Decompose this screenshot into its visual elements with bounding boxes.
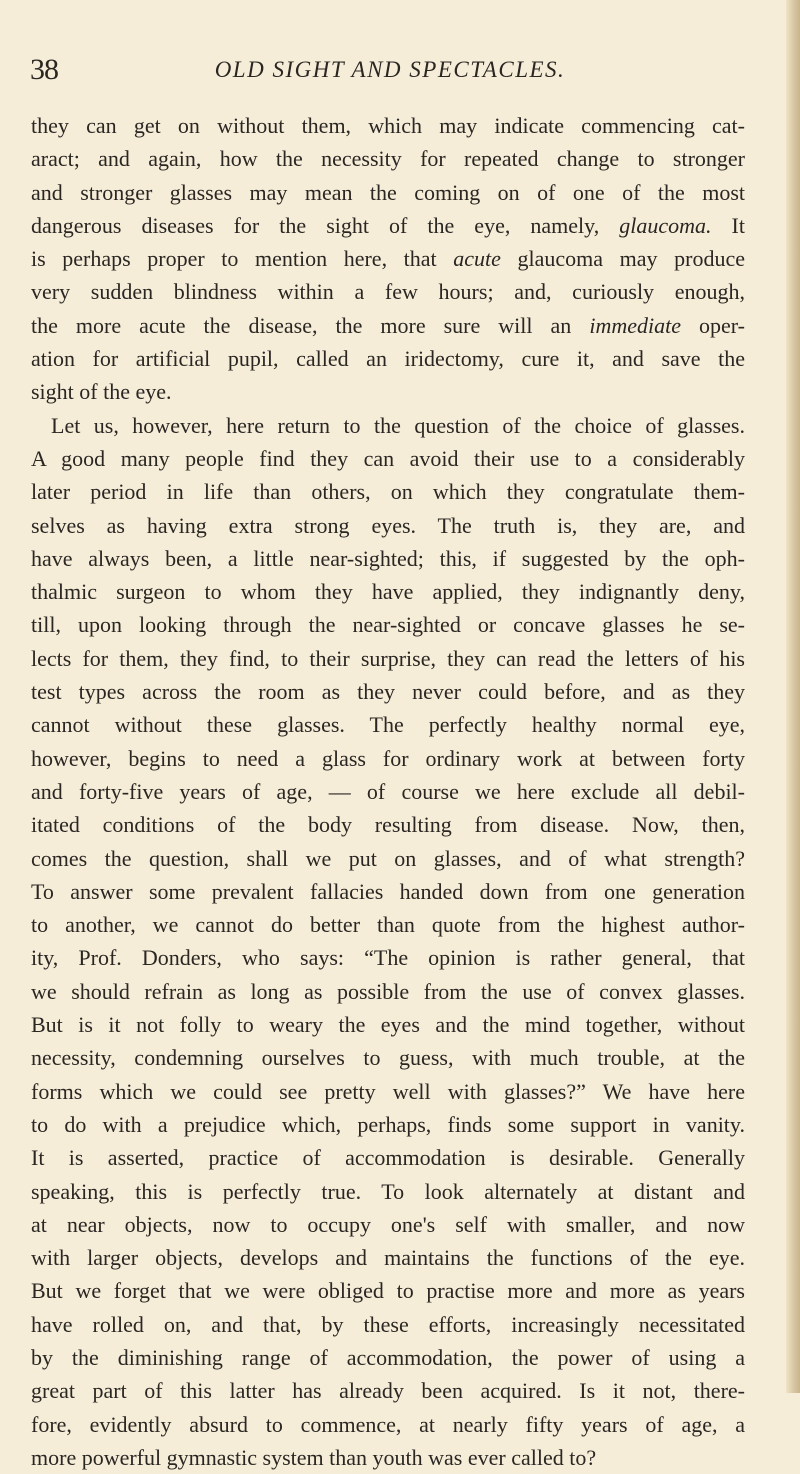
italic-run: acute: [453, 246, 501, 272]
running-head: OLD SIGHT AND SPECTACLES.: [214, 57, 566, 82]
text-run: But is it not folly to weary the eyes and the mind together, without: [31, 1012, 745, 1038]
text-run: But we forget that we were obliged to practise more and more as years: [31, 1278, 745, 1304]
italic-run: immediate: [589, 312, 681, 338]
text-run: fore, evidently absurd to commence, at nearly fifty years of age, a: [31, 1411, 745, 1437]
text-line: [31, 442, 745, 475]
text-run: by the diminishing range of accommodation, the power of using a: [31, 1344, 745, 1370]
text-run: more powerful gymnastic system than youth was ever called to?: [31, 1444, 597, 1470]
text-run: It is asserted, practice of accommodation is desirable. Generally: [31, 1145, 745, 1171]
text-run: ity, Prof. Donders, who says: “The opinion is rather general, that: [31, 945, 745, 971]
text-run: later period in life than others, on which they congratulate them-: [31, 479, 745, 505]
text-run: to do with a prejudice which, perhaps, finds some support in vanity.: [31, 1111, 745, 1137]
text-line: [31, 808, 745, 841]
text-line: [31, 209, 745, 242]
text-line: [31, 542, 745, 575]
text-line: [31, 409, 745, 442]
text-run: ation for artificial pupil, called an iridectomy, cure it, and save the: [31, 346, 745, 372]
text-run: necessity, condemning ourselves to guess, with much trouble, at the: [31, 1045, 745, 1071]
text-run: glaucoma may produce: [500, 246, 745, 272]
text-line: [31, 1374, 745, 1407]
text-run: till, upon looking through the near-sighted or concave glasses he se-: [31, 612, 745, 638]
text-run: A good many people find they can avoid their use to a considerably: [31, 445, 745, 471]
text-run: thalmic surgeon to whom they have applied, they indignantly deny,: [31, 579, 745, 605]
text-run: speaking, this is perfectly true. To look alternately at distant and: [31, 1178, 745, 1204]
text-run: It: [711, 212, 745, 238]
text-run: oper-: [680, 312, 745, 338]
text-line: [31, 642, 745, 675]
text-run: have rolled on, and that, by these efforts, increasingly necessitated: [31, 1311, 745, 1337]
text-run: the more acute the disease, the more sure will an: [31, 312, 590, 338]
text-line: [31, 975, 745, 1008]
text-run: great part of this latter has already been acquired. Is it not, there-: [31, 1378, 745, 1404]
text-run: to another, we cannot do better than quote from the highest author-: [31, 912, 745, 938]
italic-run: glaucoma.: [619, 212, 712, 238]
text-line: [31, 242, 745, 275]
text-line: [31, 1308, 745, 1341]
text-line: [31, 1141, 745, 1174]
text-run: and stronger glasses may mean the coming on of one of the most: [31, 179, 745, 205]
text-run: selves as having extra strong eyes. The truth is, they are, and: [31, 512, 745, 538]
text-run: with larger objects, develops and maintains the functions of the eye.: [31, 1245, 745, 1271]
text-line: [31, 475, 745, 508]
text-run: forms which we could see pretty well with glasses?” We have here: [31, 1078, 745, 1104]
text-line: [31, 575, 745, 608]
text-line: [31, 875, 745, 908]
text-line: [31, 708, 745, 741]
text-run: itated conditions of the body resulting from disease. Now, then,: [31, 812, 745, 838]
text-run: lects for them, they find, to their surprise, they can read the letters of his: [31, 645, 745, 671]
text-line: [31, 1241, 745, 1274]
text-line: [31, 1274, 745, 1307]
text-run: and forty-five years of age, — of course we here exclude all debil-: [31, 778, 745, 804]
text-line: [31, 908, 745, 941]
text-run: very sudden blindness within a few hours; and, curiously enough,: [31, 279, 745, 305]
text-line: [31, 275, 745, 308]
text-run: aract; and again, how the necessity for repeated change to stronger: [31, 146, 745, 172]
text-line: [31, 375, 745, 408]
text-run: have always been, a little near-sighted; this, if suggested by the oph-: [31, 545, 745, 571]
body-text: [31, 109, 745, 1474]
text-line: [31, 1041, 745, 1074]
text-run: To answer some prevalent fallacies handed down from one generation: [31, 878, 745, 904]
text-run: is perhaps proper to mention here, that: [31, 246, 454, 272]
text-line: [31, 109, 745, 142]
text-line: [31, 1108, 745, 1141]
text-line: [31, 775, 745, 808]
text-run: test types across the room as they never could before, and as they: [31, 679, 745, 705]
text-line: [31, 1408, 745, 1441]
text-line: [31, 675, 745, 708]
text-line: [31, 309, 745, 342]
text-line: [31, 941, 745, 974]
text-run: cannot without these glasses. The perfectly healthy normal eye,: [31, 712, 745, 738]
page-header: [30, 52, 750, 88]
text-line: [31, 1175, 745, 1208]
text-run: they can get on without them, which may indicate commencing cat-: [31, 113, 745, 138]
text-run: we should refrain as long as possible from the use of convex glasses.: [31, 978, 745, 1004]
text-line: [31, 842, 745, 875]
text-line: [31, 742, 745, 775]
text-run: however, begins to need a glass for ordinary work at between forty: [31, 745, 745, 771]
text-run: at near objects, now to occupy one's self with smaller, and now: [31, 1211, 745, 1237]
text-line: [31, 176, 745, 209]
text-line: [31, 1075, 745, 1108]
text-run: dangerous diseases for the sight of the eye, namely,: [31, 212, 620, 238]
text-line: [31, 509, 745, 542]
page-edge: [786, 0, 800, 1393]
text-line: [31, 1208, 745, 1241]
text-run: Let us, however, here return to the question of the choice of glasses.: [51, 412, 745, 438]
text-line: [31, 1441, 745, 1474]
text-line: [31, 1008, 745, 1041]
text-run: sight of the eye.: [31, 379, 172, 405]
page-number: 38: [30, 53, 58, 86]
text-run: comes the question, shall we put on glasses, and of what strength?: [31, 845, 745, 871]
text-line: [31, 342, 745, 375]
text-line: [31, 1341, 745, 1374]
text-line: [31, 608, 745, 641]
text-line: [31, 142, 745, 175]
